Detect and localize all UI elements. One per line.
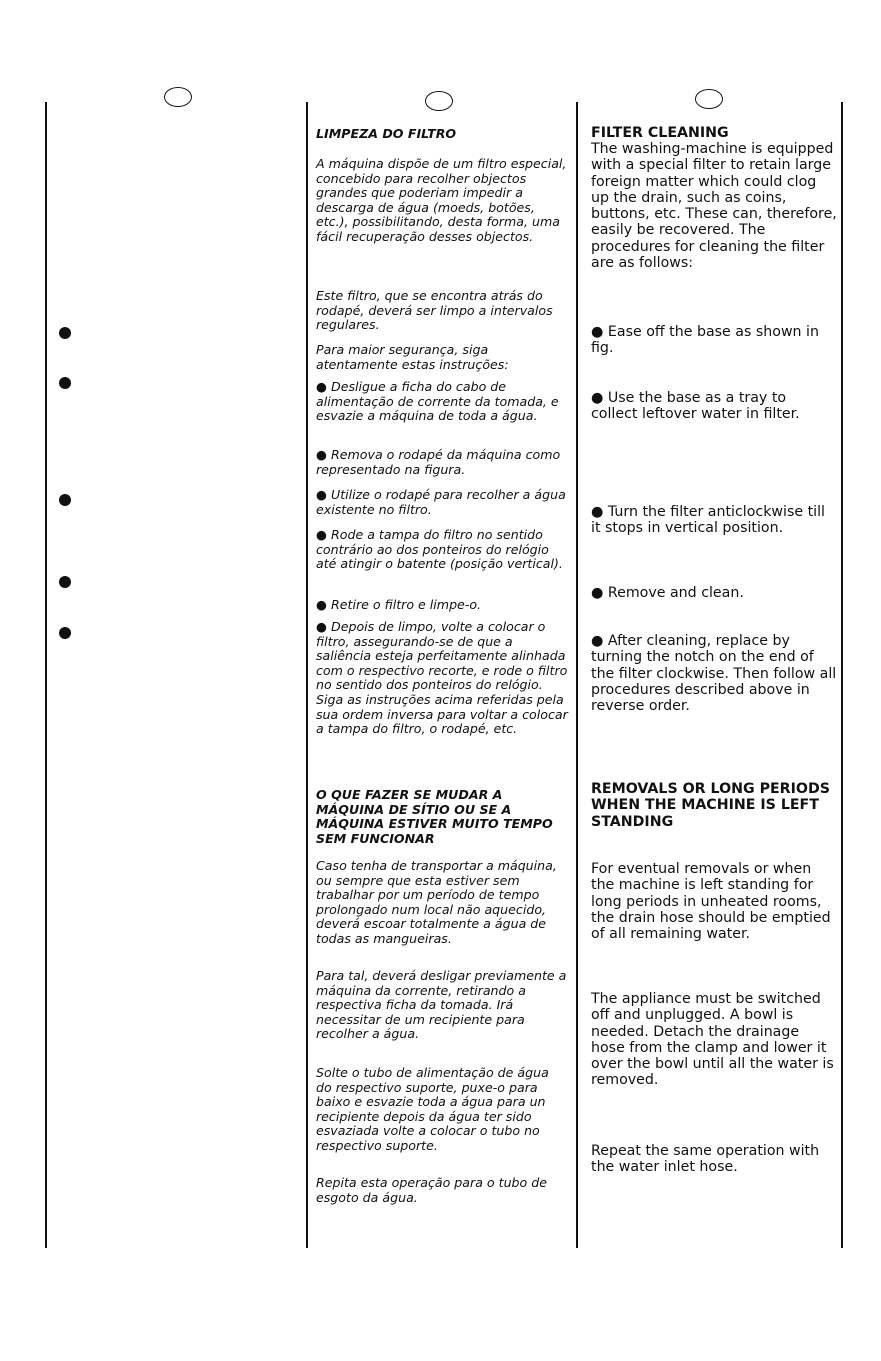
bullet-icon: ● (316, 619, 327, 634)
column-rule-left (45, 102, 47, 1248)
language-marker-oval-3 (695, 89, 723, 109)
bullet-icon: ● (316, 379, 327, 394)
bullet-icon: ● (591, 585, 604, 601)
en-bullet-item: ● Remove and clean. (591, 585, 744, 601)
language-marker-oval-2 (425, 91, 453, 111)
bullet-icon (59, 576, 71, 588)
bullet-icon: ● (316, 487, 327, 502)
en-paragraph: The appliance must be switched off and unplugged. A bowl is needed. Detach the drainage hose from the clamp and lower it over the bowl until all the water is removed. (591, 991, 834, 1089)
bullet-icon: ● (591, 633, 604, 649)
pt-bullet-item: ● Retire o filtro e limpe-o. (316, 597, 482, 612)
pt-paragraph: Para tal, deverá desligar previamente a máquina da corrente, retirando a respectiva ficha da tomada. Irá necessitar de um recipiente para recolher a água. (316, 968, 567, 1042)
bullet-icon (59, 627, 71, 639)
bullet-icon (59, 494, 71, 506)
bullet-icon: ● (316, 527, 327, 542)
column-rule-right (841, 102, 843, 1248)
pt-paragraph: Para maior segurança, siga atentamente estas instruções: (316, 342, 509, 372)
en-bullet-item: ● After cleaning, replace by turning the notch on the end of the filter clockwise. Then follow all procedures described above in reverse order. (591, 633, 837, 715)
pt-bullet-item: ● Rode a tampa do filtro no sentido contrário ao dos ponteiros do relógio até atingir o batente (posição vertical). (316, 527, 563, 572)
en-section-title: FILTER CLEANING (591, 125, 729, 141)
en-paragraph: The washing-machine is equipped with a special filter to retain large foreign matter which could clog up the drain, such as coins, buttons, etc. These can, therefore, easily be recovered. The procedures for cleaning the filter are as follows: (591, 141, 837, 272)
pt-bullet-item: ● Utilize o rodapé para recolher a água existente no filtro. (316, 487, 566, 517)
en-paragraph: For eventual removals or when the machine is left standing for long periods in unheated rooms, the drain hose should be emptied of all remaining water. (591, 861, 831, 943)
en-section-title: REMOVALS OR LONG PERIODS WHEN THE MACHINE IS LEFT STANDING (591, 781, 830, 830)
column-rule-mid-left (306, 102, 308, 1248)
pt-bullet-item: ● Depois de limpo, volte a colocar o filtro, assegurando-se de que a saliência esteja perfeitamente alinhada com o respectivo recorte, e rode o filtro no sentido dos ponteiros do relógio. Siga as instruções acima referidas pela sua ordem inversa para voltar a colocar a tampa do filtro, o rodapé, etc. (316, 619, 568, 737)
pt-paragraph: Este filtro, que se encontra atrás do rodapé, deverá ser limpo a intervalos regulares. (316, 288, 553, 333)
en-paragraph: Repeat the same operation with the water inlet hose. (591, 1143, 820, 1176)
bullet-icon (59, 327, 71, 339)
pt-paragraph: Solte o tubo de alimentação de água do respectivo suporte, puxe-o para baixo e esvazie toda a água para un recipiente depois da água ter sido esvaziada volte a colocar o tubo no respectivo suporte. (316, 1065, 549, 1153)
bullet-icon: ● (316, 597, 327, 612)
bullet-icon: ● (316, 447, 327, 462)
pt-bullet-item: ● Desligue a ficha do cabo de alimentação de corrente da tomada, e esvazie a máquina de toda a água. (316, 379, 559, 424)
pt-bullet-item: ● Remova o rodapé da máquina como representado na figura. (316, 447, 561, 477)
pt-section-title: O QUE FAZER SE MUDAR A MÁQUINA DE SÍTIO OU SE A MÁQUINA ESTIVER MUITO TEMPO SEM FUNCIONAR (316, 787, 553, 846)
en-bullet-item: ● Use the base as a tray to collect leftover water in filter. (591, 390, 800, 423)
en-bullet-item: ● Turn the filter anticlockwise till it stops in vertical position. (591, 504, 825, 537)
en-bullet-item: ● Ease off the base as shown in fig. (591, 324, 819, 357)
column-rule-mid-right (576, 102, 578, 1248)
bullet-icon (59, 377, 71, 389)
pt-paragraph: A máquina dispõe de um filtro especial, concebido para recolher objectos grandes que poderiam impedir a descarga de água (moeds, botões, etc.), possibilitando, desta forma, uma fácil recuperação desses objectos. (316, 156, 567, 244)
language-marker-oval-1 (164, 87, 192, 107)
pt-paragraph: Repita esta operação para o tubo de esgoto da água. (316, 1175, 547, 1205)
pt-paragraph: Caso tenha de transportar a máquina, ou sempre que esta estiver sem trabalhar por um período de tempo prolongado num local não aquecido, deverá escoar totalmente a água de todas as mangueiras. (316, 858, 557, 946)
bullet-icon: ● (591, 390, 604, 406)
bullet-icon: ● (591, 504, 604, 520)
pt-section-title: LIMPEZA DO FILTRO (316, 126, 457, 141)
bullet-icon: ● (591, 324, 604, 340)
